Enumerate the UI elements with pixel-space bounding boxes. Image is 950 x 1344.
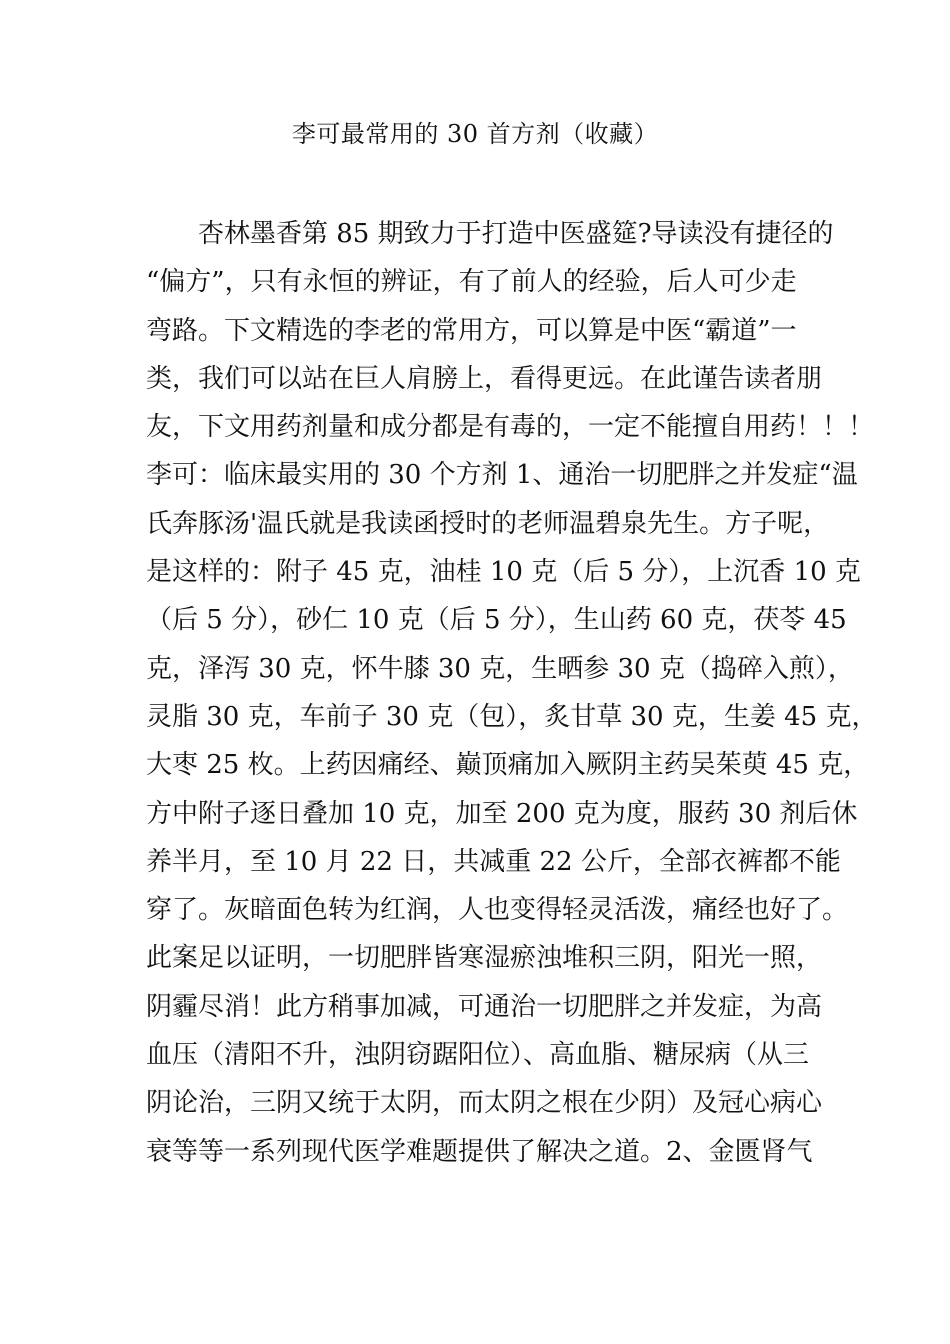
body-line: 灵脂 30 克，车前子 30 克（包），炙甘草 30 克，生姜 45 克，: [146, 701, 878, 732]
body-line: 穿了。灰暗面色转为红润，人也变得轻灵活泼，痛经也好了。: [146, 895, 849, 926]
body-line: 血压（清阳不升，浊阴窃踞阳位）、高血脂、糖尿病（从三: [146, 1040, 810, 1071]
body-line: 是这样的：附子 45 克，油桂 10 克（后 5 分），上沉香 10 克: [146, 557, 861, 588]
body-line: 大枣 25 枚。上药因痛经、巅顶痛加入厥阴主药吴茱萸 45 克，: [146, 750, 870, 781]
body-line: 友，下文用药剂量和成分都是有毒的，一定不能擅自用药！！！: [146, 412, 875, 443]
body-line: 杏林墨香第 85 期致力于打造中医盛筵?导读没有捷径的: [198, 219, 834, 249]
body-line: 李可：临床最实用的 30 个方剂 1、通治一切肥胖之并发症“温: [146, 460, 858, 491]
body-line: 方中附子逐日叠加 10 克，加至 200 克为度，服药 30 剂后休: [146, 798, 858, 829]
body-line: 阴霾尽消！此方稍事加减，可通治一切肥胖之并发症，为高: [146, 991, 823, 1022]
body-line: “偏方”，只有永恒的辨证，有了前人的经验，后人可少走: [146, 267, 797, 298]
body-line: 类，我们可以站在巨人肩膀上，看得更远。在此谨告读者朋: [146, 363, 823, 394]
body-line: 阴论治，三阴又统于太阴，而太阴之根在少阴）及冠心病心: [146, 1088, 823, 1119]
body-line: 克，泽泻 30 克，怀牛膝 30 克，生晒参 30 克（捣碎入煎），: [146, 653, 854, 684]
body-line: 此案足以证明，一切肥胖皆寒湿瘀浊堆积三阴，阳光一照，: [146, 943, 823, 974]
body-line: 衰等等一系列现代医学难题提供了解决之道。2、金匮肾气: [146, 1136, 813, 1167]
document-title: 李可最常用的 30 首方剂（收藏）: [291, 120, 659, 148]
body-line: 养半月，至 10 月 22 日，共减重 22 公斤，全部衣裤都不能: [146, 846, 841, 877]
body-line: 氏奔豚汤'温氏就是我读函授时的老师温碧泉先生。方子呢，: [146, 508, 830, 539]
body-line: （后 5 分），砂仁 10 克（后 5 分），生山药 60 克，茯苓 45: [146, 605, 847, 636]
body-text: [146, 210, 878, 1176]
body-line: 弯路。下文精选的李老的常用方，可以算是中医“霸道”一: [146, 315, 797, 346]
